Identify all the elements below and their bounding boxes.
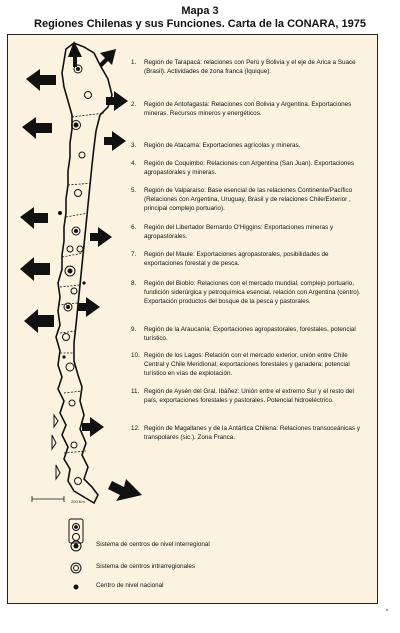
- legend-symbol-interregional: [69, 519, 83, 551]
- arrow-east-1: [106, 91, 128, 111]
- arrow-west-1: [26, 69, 56, 91]
- legend-label-intraregional: Sistema de centros intrarregionales: [96, 563, 196, 570]
- legend-symbol-intraregional: [71, 563, 81, 573]
- map-centers: [63, 65, 92, 485]
- map-title: Regiones Chilenas y sus Funciones. Carta de la CONARA, 1975: [34, 18, 366, 30]
- arrow-west-2: [22, 117, 52, 139]
- legend-symbol-national: [74, 585, 79, 590]
- legend-label-national: Centro de nivel nacional: [96, 582, 164, 589]
- map-number: Mapa 3: [181, 5, 219, 17]
- page-dot: [386, 609, 388, 611]
- arrow-east-3: [90, 227, 112, 247]
- legend-label-interregional: Sistema de centros de nivel interregional: [96, 541, 210, 548]
- arrow-west-5: [24, 309, 54, 333]
- arrow-east-2: [104, 131, 126, 151]
- arrow-east-5: [82, 417, 104, 437]
- arrow-west-4: [20, 257, 50, 281]
- southern-islands: [52, 415, 60, 479]
- map-frame: 1. Región de Tarapacá: relaciones con Perú y Bolivia y el eje de Arica a Suace (Brasil). Actividades de zona franca (Iquique). 2. Región de Antofagasta: Relaciones con Bolivia y Argentina. Exportaciones mineras. Recursos mineros y energéticos. 3. Región de Atacama: Exportaciones agrícolas y mineras. 4. Región de Coquimbo: Relaciones con Argentina (San Juan). Exportaciones agropastorales y mineras. 5. Región de Valparaíso: Base esencial de las relaciones Continente/Pacífico (Relaciones con Argentina, Uruguay, Brasil y de relaciones Chile/Exterior , principal complejo portuario). 6. Región del Libertador Bernardo O'Higgins: Exportaciones mineras y agropastorales. 7. Región del Maule: Exportaciones agropastorales, posibilidades de exportaciones forestal y de pesca. 8. Región del Biobío: Relaciones con el mercado mundial, complejo portuario, fundición siderúrgica y petroquímica esencial. relación con Argentina (centro). Exportación productos del bosque de la pesca y pastorales. 9. Región de la Araucanía: Exportaciones agropastorales, forestales, potencial turístico. 10. Región de los Lagos: Relación con el mercado exterior, unión entre Chile Central y Chile Meridional; exportaciones forestales y ganadera; potencial turístico en vías de explotación. 11. Región de Aysén del Gral. Ibáñez: Unión entre el extremo Sur y el resto del país, exportaciones forestales y pastorales. Potencial hidroeléctrico. 12. Región de Magallanes y de la Antártica Chilena: Relaciones transoceánicas y transpolares (sic.). Zona Franca. 200 Km Sistema de centros de nivel interregional Sistema de centros intrarregionales Centro de nivel nacional: [7, 34, 378, 604]
- arrow-west-3: [20, 207, 48, 229]
- scale-bar: [32, 496, 64, 502]
- arrow-north-right: [99, 49, 116, 67]
- chile-map-figure: [8, 35, 377, 603]
- arrow-east-4: [78, 297, 100, 317]
- scale-label: 200 Km: [71, 499, 85, 504]
- chile-outline: [56, 43, 112, 503]
- arrow-southeast: [108, 479, 142, 501]
